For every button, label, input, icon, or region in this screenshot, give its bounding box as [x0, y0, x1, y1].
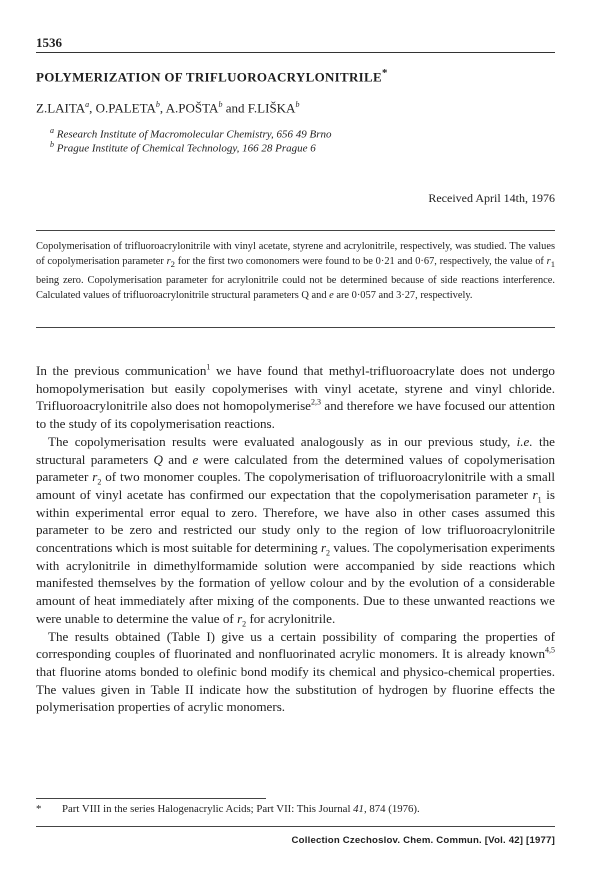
article-title [36, 67, 388, 85]
header-rule [36, 52, 555, 53]
body-text: In the previous communication [36, 363, 207, 378]
abstract-rule-top [36, 230, 555, 231]
subscript: 2 [326, 548, 331, 558]
body-text: of two monomer couples. The copolymerisation of trifluoroacrylonitrile with a small amount of vinyl acetate has confirmed our expectation that the copolymerisation parameter [36, 469, 555, 502]
body-text: The results obtained (Table I) give us a certain possibility of comparing the properties of corresponding couples of fluorinated and nonfluorinated acrylic monomers. It is already known [36, 628, 555, 662]
author-name: Z.LAITA [36, 100, 86, 116]
abstract-text: are 0·057 and 3·27, respectively. [333, 290, 473, 302]
symbol-r: r [320, 540, 327, 556]
author-name: F.LIŠKA [247, 100, 296, 116]
affiliation-mark: b [50, 140, 54, 149]
footnote-text: , 874 (1976). [363, 803, 420, 815]
abstract-rule-bottom [36, 327, 555, 328]
symbol-r: r [532, 486, 538, 502]
title-footnote-mark: * [381, 67, 388, 79]
body-paragraph [36, 628, 555, 717]
affiliation-text: Research Institute of Macromolecular Chemistry, 656 49 Brno [56, 128, 332, 141]
body-text: for acrylonitrile. [246, 610, 336, 626]
symbol-r: r [92, 469, 98, 485]
affiliation-text: Prague Institute of Chemical Technology, 166 28 Prague 6 [56, 142, 316, 155]
body-text: were calculated from the determined values of copolymerisation parameter [36, 451, 555, 485]
footnote-volume: 41 [353, 803, 364, 815]
symbol-r: r [546, 256, 551, 268]
subscript: 2 [242, 619, 247, 629]
symbol-e: e [329, 290, 334, 302]
title-text: POLYMERIZATION OF TRIFLUOROACRYLONITRILE [36, 69, 382, 85]
body-text: and [162, 451, 193, 467]
footnote-text: Part VIII in the series Halogenacrylic Acids; Part VII: This Journal [62, 803, 354, 815]
symbol-r: r [166, 256, 171, 268]
page-number: 1536 [36, 35, 62, 50]
body-text: values. The copolymerisation experiments with acrylonitrile in dimethylformamide solution were accompanied by side reactions which manifested themselves by the formation of yellow colour and by the evolution of a considerable amount of heat immediately after mixing of the components. Due to these unwanted reactions we were unable to determine the value of [36, 540, 555, 626]
symbol-r: r [237, 610, 243, 626]
subscript: 2 [97, 477, 102, 487]
author-list: Z.LAITA$^a$, O.PALETA$^b$, A.POŠTA$^b$ and F.LIŠKA$^b$ [36, 100, 300, 116]
author-name: A.POŠTA [165, 100, 219, 116]
reference-mark: 4,5 [545, 645, 555, 655]
abstract-text: Copolymerisation of trifluoroacrylonitrile with vinyl acetate, styrene and acrylonitrile, respectively, was studied. The values of copolymerisation parameter [36, 241, 555, 268]
body-text: the structural parameters [36, 433, 555, 467]
author-mark: b [218, 100, 223, 109]
body-text: The copolymerisation results were evaluated analogously as in our previous study, [48, 433, 517, 449]
authors-conjunction: and [225, 100, 245, 116]
footnote-mark: * [36, 803, 42, 815]
reference-mark: 1 [206, 362, 211, 372]
body-text: and therefore we have focused our attention to the study of its copolymerisation reactions. [36, 398, 555, 432]
abstract [36, 239, 555, 304]
subscript: 2 [170, 259, 175, 270]
abstract-text: for the first two comonomers were found to be 0·21 and 0·67, respectively, the value of [174, 256, 547, 268]
reference-mark: 2,3 [311, 398, 321, 408]
symbol-q: Q [153, 451, 163, 467]
abstract-text: being zero. Copolymerisation parameter for acrylonitrile could not be determined because of side reactions interference. Calculated values of trifluoroacrylonitrile structural parameters Q and [36, 274, 555, 302]
footnote-rule [36, 798, 266, 799]
body-paragraph [36, 433, 555, 628]
subscript: 1 [550, 259, 556, 270]
affiliation [50, 138, 316, 156]
symbol-e: e [192, 451, 199, 467]
subscript: 1 [537, 495, 542, 505]
body-text: that fluorine atoms bonded to olefinic bond modify its chemical and physico-chemical properties. The values given in Table II indicate how the substitution of hydrogen by fluorine effects the polymerisation properties of acrylic monomers. [36, 663, 555, 715]
footer-rule [36, 826, 555, 827]
article-body [36, 362, 555, 716]
author-name: O.PALETA [95, 100, 156, 116]
author-mark: b [155, 100, 160, 109]
body-text: is within experimental error equal to zero. Therefore, we have also in other cases assumed this parameter to be zero and restricted our study only to the region of low trifluoroacrylonitrile concentrations which is most suitable for determining [36, 486, 555, 556]
footnote [36, 803, 420, 815]
author-mark: a [85, 100, 90, 109]
journal-citation: Collection Czechoslov. Chem. Commun. [Vol. 42] [1977] [291, 835, 555, 846]
body-paragraph [36, 362, 555, 433]
affiliation-mark: a [50, 126, 54, 135]
received-date: Received April 14th, 1976 [428, 191, 555, 205]
body-text: we have found that methyl-trifluoroacrylate does not undergo homopolymerisation but easily copolymerises with vinyl acetate, styrene and vinyl chloride. Trifluoroacrylonitrile also does not homopolymerise [36, 363, 555, 414]
author-mark: b [295, 100, 300, 109]
body-text: i.e. [516, 433, 533, 449]
